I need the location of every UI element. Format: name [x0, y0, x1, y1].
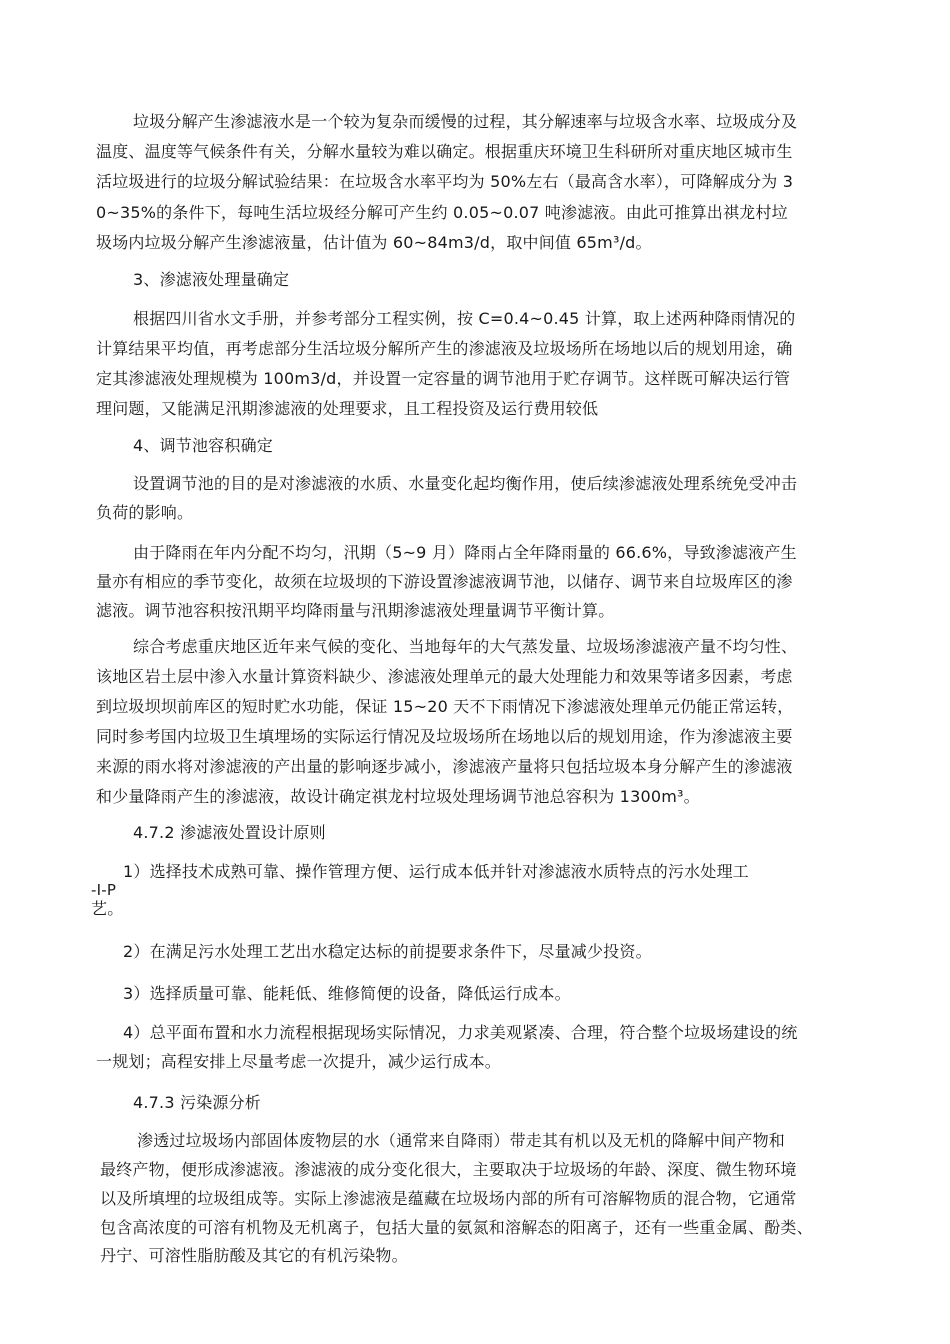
para4-line2: 量亦有相应的季节变化，故须在垃圾坝的下游设置渗滤液调节池，以储存、调节来自垃圾库区的渗 [96, 572, 793, 591]
para1-line1: 垃圾分解产生渗滤液水是一个较为复杂而缓慢的过程，其分解速率与垃圾含水率、垃圾成分及 [133, 112, 798, 131]
para3-line2: 负荷的影响。 [96, 503, 194, 522]
para2-line4: 理问题，又能满足汛期渗滤液的处理要求，且工程投资及运行费用较低 [96, 399, 599, 418]
principle-1-line1: 1）选择技术成熟可靠、操作管理方便、运行成本低并针对渗滤液水质特点的污水处理工 [123, 862, 749, 881]
para4-line3: 滤液。调节池容积按汛期平均降雨量与汛期渗滤液处理量调节平衡计算。 [96, 601, 615, 620]
section-heading-4: 4、调节池容积确定 [133, 436, 273, 455]
section-heading-3: 3、渗滤液处理量确定 [133, 270, 290, 289]
para1-line4: 0~35%的条件下，每吨生活垃圾经分解可产生约 0.05~0.07 吨渗滤液。由此可推算出祺龙村垃 [96, 203, 788, 222]
para2-line1: 根据四川省水文手册，并参考部分工程实例，按 C=0.4~0.45 计算，取上述两种降雨情况的 [133, 309, 796, 328]
para4-line1: 由于降雨在年内分配不均匀，汛期（5~9 月）降雨占全年降雨量的 66.6%，导致渗滤液产生 [133, 543, 797, 562]
para1-line2: 温度、温度等气候条件有关，分解水量较为难以确定。根据重庆环境卫生科研所对重庆地区城市生 [96, 142, 793, 161]
principle-1-line2: 艺。 [91, 899, 124, 918]
para6-line2: 最终产物，便形成渗滤液。渗滤液的成分变化很大，主要取决于垃圾场的年龄、深度、微生物环境 [100, 1160, 797, 1179]
page-number: -I-P [91, 881, 117, 899]
para5-line6: 和少量降雨产生的渗滤液，故设计确定祺龙村垃圾处理场调节池总容积为 1300m³。 [96, 787, 700, 806]
para2-line3: 定其渗滤液处理规模为 100m3/d，并设置一定容量的调节池用于贮存调节。这样既可解决运行管 [96, 369, 791, 388]
para2-line2: 计算结果平均值，再考虑部分生活垃圾分解所产生的渗滤液及垃圾场所在场地以后的规划用途，确 [96, 339, 793, 358]
para6-line1: 渗透过垃圾场内部固体废物层的水（通常来自降雨）带走其有机以及无机的降解中间产物和 [137, 1131, 786, 1150]
principle-4-line1: 4）总平面布置和水力流程根据现场实际情况，力求美观紧凑、合理，符合整个垃圾场建设的统 [123, 1023, 798, 1042]
para1-line3: 活垃圾进行的垃圾分解试验结果：在垃圾含水率平均为 50%左右（最高含水率），可降解成分为 3 [96, 172, 794, 191]
para5-line4: 同时参考国内垃圾卫生填埋场的实际运行情况及垃圾场所在场地以后的规划用途，作为渗滤液主要 [96, 727, 793, 746]
para5-line3: 到垃圾坝坝前库区的短时贮水功能，保证 15~20 天不下雨情况下渗滤液处理单元仍能正常运转， [96, 697, 794, 716]
para6-line5: 丹宁、可溶性脂肪酸及其它的有机污染物。 [100, 1246, 408, 1265]
para6-line4: 包含高浓度的可溶有机物及无机离子，包括大量的氨氮和溶解态的阳离子，还有一些重金属、酚类、 [100, 1218, 813, 1237]
para6-line3: 以及所填埋的垃圾组成等。实际上渗滤液是蕴藏在垃圾场内部的所有可溶解物质的混合物，它通常 [100, 1189, 797, 1208]
principle-3: 3）选择质量可靠、能耗低、维修简便的设备，降低运行成本。 [123, 984, 571, 1003]
principle-2: 2）在满足污水处理工艺出水稳定达标的前提要求条件下，尽量减少投资。 [123, 942, 652, 961]
para5-line5: 来源的雨水将对渗滤液的产出量的影响逐步减小，渗滤液产量将只包括垃圾本身分解产生的渗滤液 [96, 757, 793, 776]
para3-line1: 设置调节池的目的是对渗滤液的水质、水量变化起均衡作用，使后续渗滤液处理系统免受冲击 [133, 474, 798, 493]
principle-4-line2: 一规划；高程安排上尽量考虑一次提升，减少运行成本。 [96, 1052, 502, 1071]
section-heading-4-7-3: 4.7.3 污染源分析 [133, 1093, 261, 1112]
section-heading-4-7-2: 4.7.2 渗滤液处置设计原则 [133, 823, 326, 842]
para5-line2: 该地区岩土层中渗入水量计算资料缺少、渗滤液处理单元的最大处理能力和效果等诸多因素，考虑 [96, 667, 793, 686]
para1-line5: 圾场内垃圾分解产生渗滤液量，估计值为 60~84m3/d，取中间值 65m³/d。 [96, 233, 652, 252]
para5-line1: 综合考虑重庆地区近年来气候的变化、当地每年的大气蒸发量、垃圾场渗滤液产量不均匀性、 [133, 637, 798, 656]
